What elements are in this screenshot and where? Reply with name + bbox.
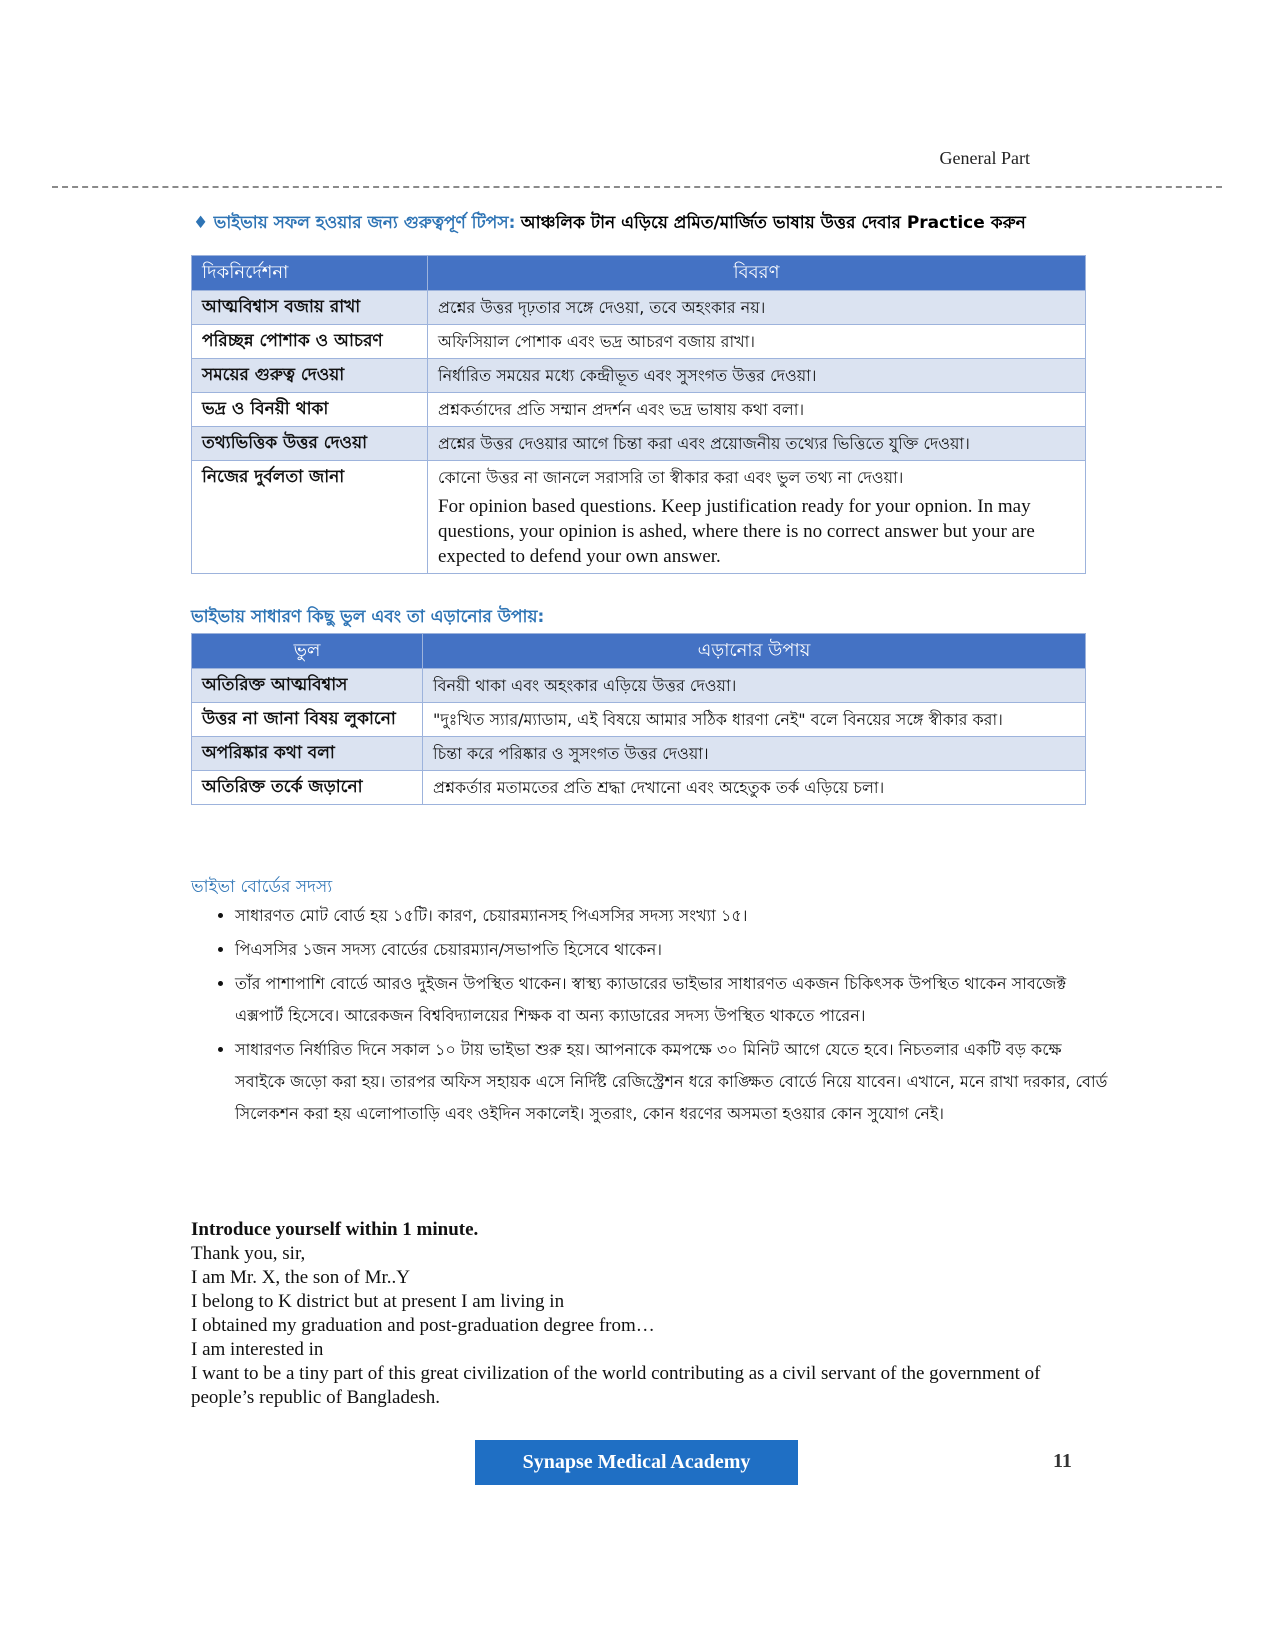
header-divider xyxy=(52,186,1222,188)
row-desc: অফিসিয়াল পোশাক এবং ভদ্র আচরণ বজায় রাখা। xyxy=(428,325,1086,359)
table-header-row xyxy=(192,634,1086,669)
tips-heading-blue: ভাইভায় সফল হওয়ার জন্য গুরুত্বপূর্ণ টিপস: xyxy=(213,213,516,233)
list-item: • সাধারণত নির্ধারিত দিনে সকাল ১০ টায় ভাইভা শুরু হয়। আপনাকে কমপক্ষে ৩০ মিনিট আগে যেতে হবে। নিচতলার একটি বড় কক্ষে সবাইকে জড়ো করা হয়। তারপর অফিস সহায়ক এসে নির্দিষ্ট রেজিস্ট্রেশন ধরে কাঙ্ক্ষিত বোর্ডে নিয়ে যাবেন। এখানে, মনে রাখা দরকার, বোর্ড সিলেকশন করা হয় এলোপাতাড়ি এবং ওইদিন সকালেই। সুতরাং, কোন ধরণের অসমতা হওয়ার কোন সুযোগ নেই। xyxy=(235,1034,1115,1130)
tips-table xyxy=(191,255,1086,574)
column-header: ভুল xyxy=(192,634,423,669)
row-desc-cell xyxy=(428,461,1086,574)
table-row xyxy=(192,291,1086,325)
tips-heading-black: আঞ্চলিক টান এড়িয়ে প্রমিত/মার্জিত ভাষায় উত্তর দেবার Practice করুন xyxy=(520,213,1026,233)
row-extra-english: For opinion based questions. Keep justification ready for your opnion. In may questions, your opinion is ashed, where there is no correct answer but your are expected to defend your own answer. xyxy=(438,496,1035,567)
intro-line: Thank you, sir, xyxy=(191,1243,306,1264)
intro-line: I belong to K district but at present I am living in xyxy=(191,1291,565,1312)
intro-line: I obtained my graduation and post-graduation degree from… xyxy=(191,1315,655,1336)
row-title: অপরিষ্কার কথা বলা xyxy=(192,737,423,771)
row-title: পরিচ্ছন্ন পোশাক ও আচরণ xyxy=(192,325,428,359)
row-desc: বিনয়ী থাকা এবং অহংকার এড়িয়ে উত্তর দেওয়া। xyxy=(423,669,1086,703)
row-title: আত্মবিশ্বাস বজায় রাখা xyxy=(192,291,428,325)
column-header: দিকনির্দেশনা xyxy=(192,256,428,291)
list-item: • সাধারণত মোট বোর্ড হয় ১৫টি। কারণ, চেয়ারম্যানসহ পিএসসির সদস্য সংখ্যা ১৫। xyxy=(235,900,1115,932)
running-header: General Part xyxy=(939,148,1030,168)
row-desc: চিন্তা করে পরিষ্কার ও সুসংগত উত্তর দেওয়া। xyxy=(423,737,1086,771)
mistakes-heading: ভাইভায় সাধারণ কিছু ভুল এবং তা এড়ানোর উপায়: xyxy=(191,607,545,627)
column-header: এড়ানোর উপায় xyxy=(423,634,1086,669)
table-row xyxy=(192,669,1086,703)
table-row xyxy=(192,461,1086,574)
row-title: ভদ্র ও বিনয়ী থাকা xyxy=(192,393,428,427)
table-row xyxy=(192,359,1086,393)
table-row xyxy=(192,703,1086,737)
board-list xyxy=(205,900,1115,1132)
list-item: • পিএসসির ১জন সদস্য বোর্ডের চেয়ারম্যান/সভাপতি হিসেবে থাকেন। xyxy=(235,934,1115,966)
table-row xyxy=(192,771,1086,805)
list-item: • তাঁর পাশাপাশি বোর্ডে আরও দুইজন উপস্থিত থাকেন। স্বাস্থ্য ক্যাডারের ভাইভার সাধারণত একজন চিকিৎসক উপস্থিত থাকেন সাবজেক্ট এক্সপার্ট হিসেবে। আরেকজন বিশ্ববিদ্যালয়ের শিক্ষক বা অন্য ক্যাডারের সদস্য উপস্থিত থাকতে পারেন। xyxy=(235,968,1115,1032)
row-desc: "দুঃখিত স্যার/ম্যাডাম, এই বিষয়ে আমার সঠিক ধারণা নেই" বলে বিনয়ের সঙ্গে স্বীকার করা। xyxy=(423,703,1086,737)
row-desc: নির্ধারিত সময়ের মধ্যে কেন্দ্রীভূত এবং সুসংগত উত্তর দেওয়া। xyxy=(428,359,1086,393)
row-title: অতিরিক্ত আত্মবিশ্বাস xyxy=(192,669,423,703)
intro-title: Introduce yourself within 1 minute. xyxy=(191,1219,479,1240)
row-title: নিজের দুর্বলতা জানা xyxy=(192,461,428,574)
table-row xyxy=(192,737,1086,771)
row-title: তথ্যভিত্তিক উত্তর দেওয়া xyxy=(192,427,428,461)
row-title: উত্তর না জানা বিষয় লুকানো xyxy=(192,703,423,737)
page-number: 11 xyxy=(1053,1450,1072,1472)
diamond-bullet-icon: ♦ xyxy=(193,213,209,233)
mistakes-table xyxy=(191,633,1086,805)
tips-heading xyxy=(193,210,1093,238)
row-desc: কোনো উত্তর না জানলে সরাসরি তা স্বীকার করা এবং ভুল তথ্য না দেওয়া। xyxy=(438,468,904,487)
intro-line: I want to be a tiny part of this great civilization of the world contributing as a civil servant of the government of people’s republic of Bangladesh. xyxy=(191,1363,1041,1408)
row-desc: প্রশ্নের উত্তর দেওয়ার আগে চিন্তা করা এবং প্রয়োজনীয় তথ্যের ভিত্তিতে যুক্তি দেওয়া। xyxy=(428,427,1086,461)
row-desc: প্রশ্নকর্তাদের প্রতি সম্মান প্রদর্শন এবং ভদ্র ভাষায় কথা বলা। xyxy=(428,393,1086,427)
footer-brand-badge: Synapse Medical Academy xyxy=(475,1440,798,1485)
row-desc: প্রশ্নকর্তার মতামতের প্রতি শ্রদ্ধা দেখানো এবং অহেতুক তর্ক এড়িয়ে চলা। xyxy=(423,771,1086,805)
table-row xyxy=(192,393,1086,427)
board-heading: ভাইভা বোর্ডের সদস্য xyxy=(191,877,333,897)
row-desc: প্রশ্নের উত্তর দৃঢ়তার সঙ্গে দেওয়া, তবে অহংকার নয়। xyxy=(428,291,1086,325)
row-title: সময়ের গুরুত্ব দেওয়া xyxy=(192,359,428,393)
intro-section xyxy=(191,1218,1091,1410)
table-header-row xyxy=(192,256,1086,291)
column-header: বিবরণ xyxy=(428,256,1086,291)
intro-line: I am Mr. X, the son of Mr..Y xyxy=(191,1267,411,1288)
row-title: অতিরিক্ত তর্কে জড়ানো xyxy=(192,771,423,805)
table-row xyxy=(192,325,1086,359)
intro-line: I am interested in xyxy=(191,1339,324,1360)
table-row xyxy=(192,427,1086,461)
